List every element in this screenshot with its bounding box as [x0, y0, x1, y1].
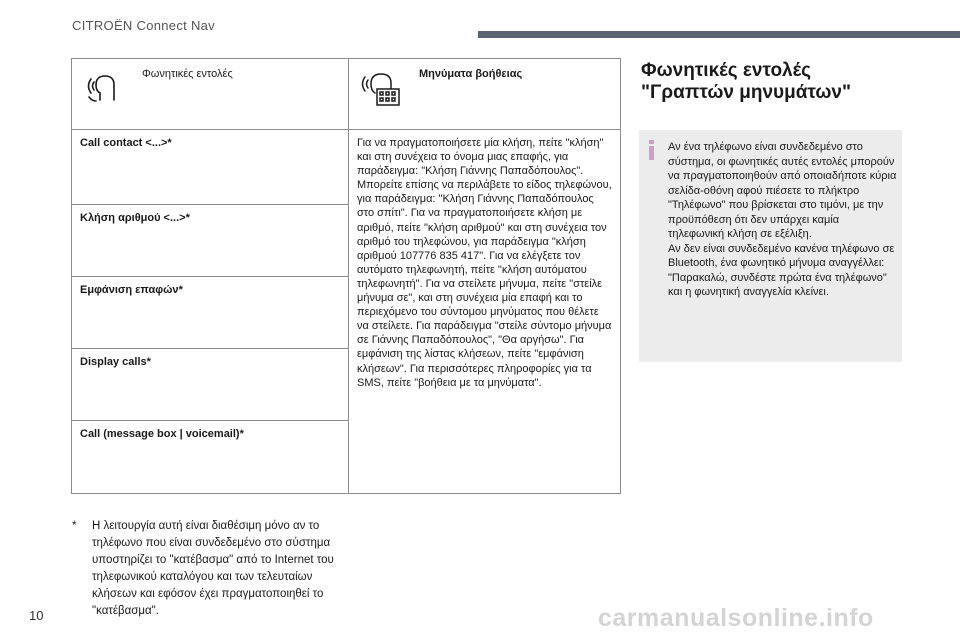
voice-help-keyboard-icon [361, 69, 403, 113]
command-label: Display calls [80, 356, 147, 368]
command-label: Call (message box | voicemail) [80, 428, 240, 440]
command-cell-0 [72, 130, 349, 205]
command-star: * [146, 356, 151, 368]
document-header-title: CITROËN Connect Nav [72, 18, 215, 33]
command-star: * [239, 428, 244, 440]
voice-command-icon [86, 71, 120, 109]
info-text: Αν ένα τηλέφωνο είναι συνδεδεμένο στο σύστημα, οι φωνητικές αυτές εντολές μπορούν να πραγματοποιηθούν από οποιαδήποτε κύρια σελίδα-οθόνη αφού πιέσετε το πλήκτρο "Τηλέφωνο" που βρίσκεται στο τιμόνι, με την προϋπόθεση ότι δεν υπάρχει καμία τηλεφωνική κλήση σε εξέλιξη. Αν δεν είναι συνδεδεμένο κανένα τηλέφωνο σε Bluetooth, ένα φωνητικό μήνυμα αναγγέλλει: "Παρακαλώ, συνδέστε πρώτα ένα τηλέφωνο" και η φωνητική αναγγελία κλείνει. [668, 141, 897, 298]
header-bar [478, 31, 960, 38]
help-message-cell [349, 130, 621, 494]
command-star: * [185, 212, 190, 224]
command-label: Call contact <...> [80, 137, 168, 149]
watermark: carmanualsonline.info [598, 604, 874, 632]
command-star: * [167, 137, 172, 149]
section-title-line2: "Γραπτών μηνυμάτων" [641, 82, 851, 103]
page-number: 10 [29, 608, 44, 623]
command-cell-2 [72, 277, 349, 349]
command-cell-1 [72, 205, 349, 277]
section-title [641, 60, 941, 104]
command-label: Κλήση αριθμού <...> [80, 212, 186, 224]
help-message-text: Για να πραγματοποιήσετε μία κλήση, πείτε "κλήση" και στη συνέχεια το όνομα μιας επαφής, για παράδειγμα: "Κλήση Γιάννης Παπαδόπουλος". Μπορείτε επίσης να περιλάβετε το είδος τηλεφώνου, για παράδειγμα: "Κλήση Γιάννης Παπαδόπουλος στο σπίτι". Για να πραγματοποιήσετε κλήση με αριθμό, πείτε "κλήση αριθμού" και στη συνέχεια τον αριθμό του τηλεφώνου, για παράδειγμα "κλήση αριθμού 107776 835 417". Για να ελέγξετε τον αυτόματο τηλεφωνητή, πείτε "κλήση αυτόματου τηλεφωνητή". Για να στείλετε μήνυμα, πείτε "στείλε μήνυμα σε", και στη συνέχεια μία επαφή και το περιεχόμενο του σύντομου μηνύματος που θέλετε να στείλετε. Για παράδειγμα "στείλε σύντομο μήνυμα σε Γιάννης Παπαδόπουλος", "Θα αργήσω". Για εμφάνιση της λίστας κλήσεων, πείτε "εμφάνιση κλήσεων". Για περισσότερες πληροφορίες για τα SMS, πείτε "βοήθεια με τα μηνύματα". [357, 137, 612, 389]
voice-commands-table [71, 58, 621, 494]
footnote-mark: * [72, 520, 77, 532]
footnote-text: Η λειτουργία αυτή είναι διαθέσιμη μόνο αν το τηλέφωνο που είναι συνδεδεμένο στο σύστημα υποστηρίζει το "κατέβασμα" από το Internet του τηλεφωνικού καταλόγου και των τελευταίων κλήσεων και εφόσον έχει πραγματοποιηθεί το "κατέβασμα". [92, 520, 334, 617]
command-cell-4 [72, 421, 349, 494]
section-title-line1: Φωνητικές εντολές [641, 60, 812, 81]
command-cell-3 [72, 349, 349, 421]
command-label: Εμφάνιση επαφών [80, 284, 179, 296]
info-box [639, 130, 902, 362]
table-header-help [349, 59, 621, 130]
command-star: * [178, 284, 183, 296]
info-icon [649, 140, 654, 160]
table-header-help-label: Μηνύματα βοήθειας [419, 68, 523, 80]
table-header-commands-label: Φωνητικές εντολές [142, 68, 233, 80]
table-header-commands [72, 59, 349, 130]
footnote [72, 518, 342, 620]
table-header-row [72, 59, 621, 130]
table-row [72, 130, 621, 205]
